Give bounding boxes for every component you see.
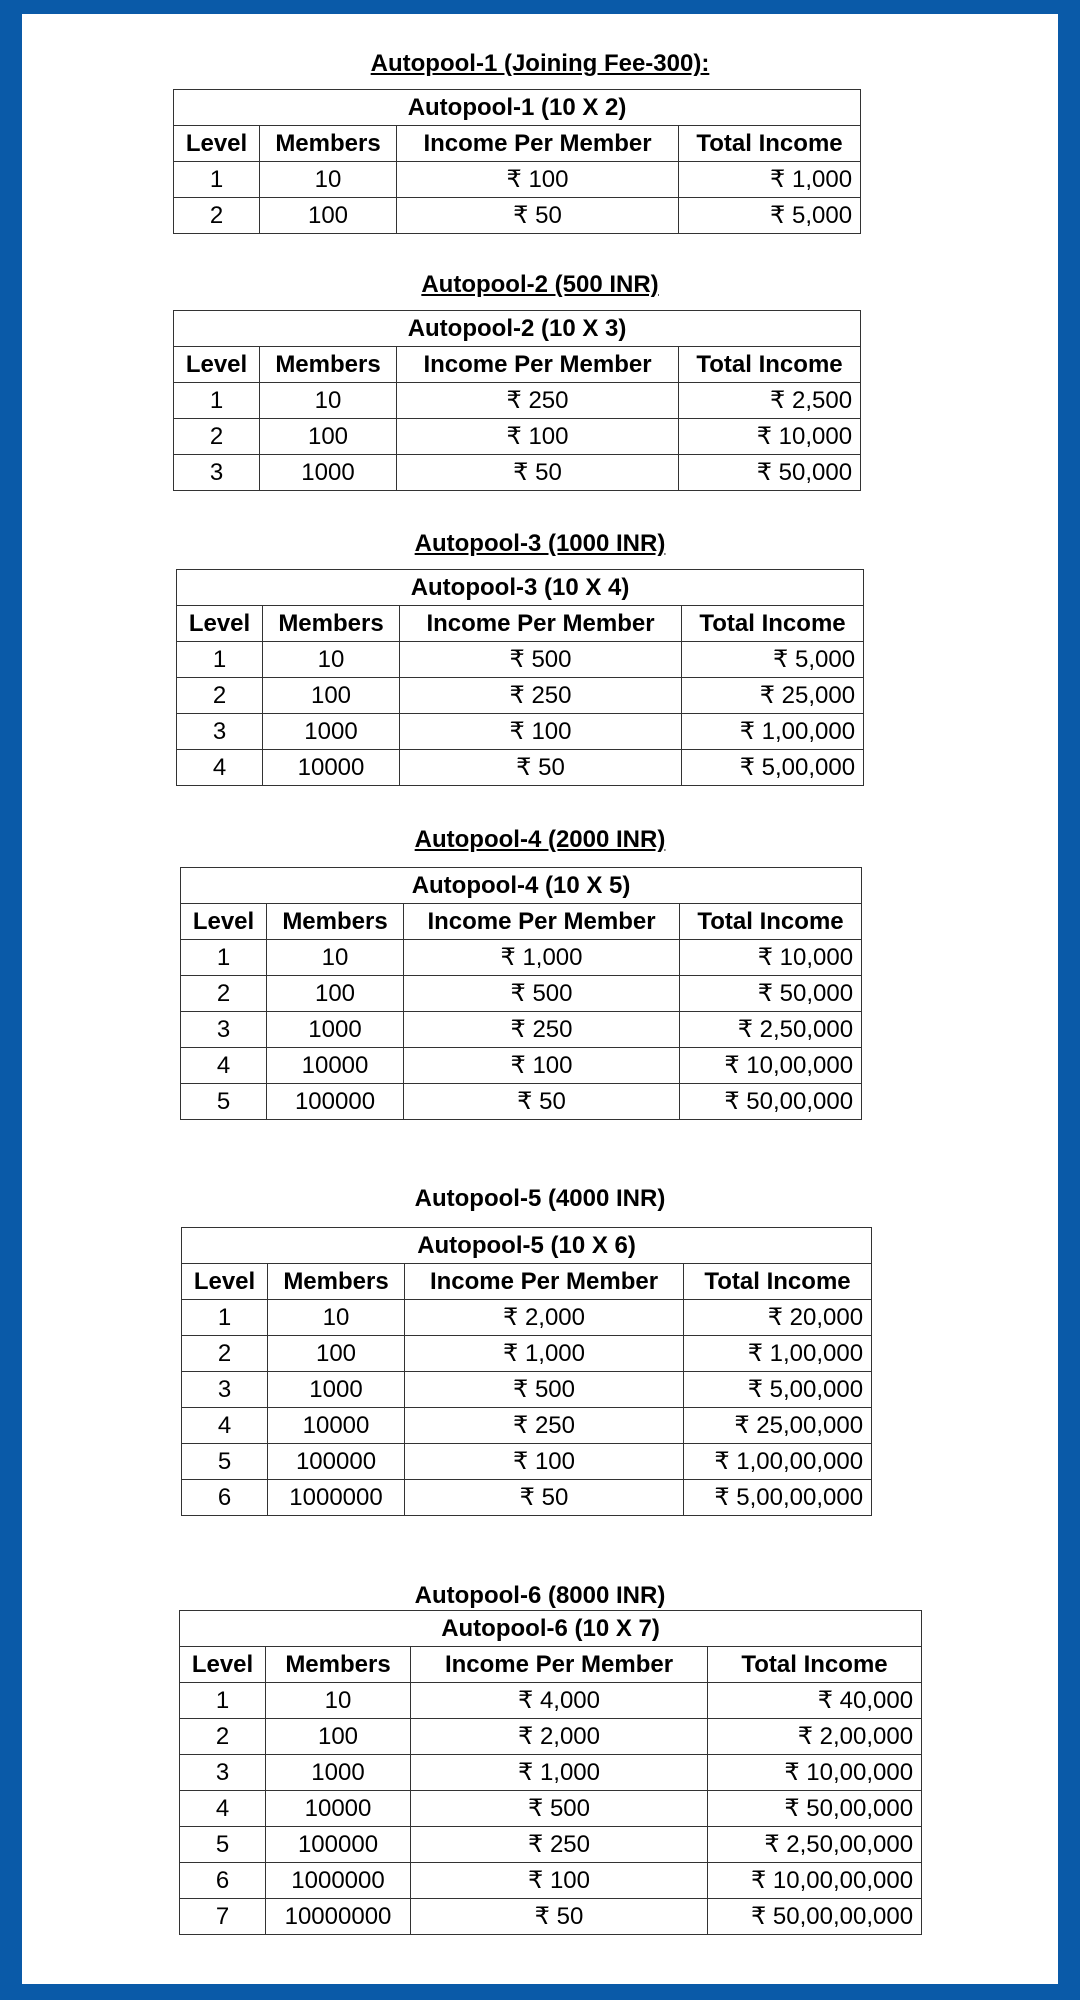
cell-level: 3: [181, 1012, 267, 1048]
cell-total-income: ₹ 50,00,000: [708, 1791, 922, 1827]
income-table: [181, 1227, 872, 1516]
cell-members: 10: [263, 642, 400, 678]
table-row: [177, 642, 864, 678]
pool-heading: Autopool-6 (8000 INR): [414, 1582, 666, 1609]
header-income-per-member: Income Per Member: [397, 126, 679, 162]
header-level: Level: [174, 126, 260, 162]
cell-income-per-member: ₹ 1,000: [411, 1755, 708, 1791]
cell-income-per-member: ₹ 250: [405, 1408, 684, 1444]
cell-income-per-member: ₹ 250: [411, 1827, 708, 1863]
table-row: [174, 198, 861, 234]
cell-income-per-member: ₹ 4,000: [411, 1683, 708, 1719]
cell-members: 10: [268, 1300, 405, 1336]
table-row: [180, 1827, 922, 1863]
cell-total-income: ₹ 1,00,000: [682, 714, 864, 750]
cell-level: 1: [181, 940, 267, 976]
cell-level: 1: [180, 1683, 266, 1719]
header-members: Members: [260, 126, 397, 162]
cell-level: 6: [182, 1480, 268, 1516]
cell-level: 3: [182, 1372, 268, 1408]
cell-income-per-member: ₹ 250: [400, 678, 682, 714]
table-caption: Autopool-5 (10 X 6): [182, 1228, 872, 1264]
cell-total-income: ₹ 50,000: [680, 976, 862, 1012]
income-table: [176, 569, 864, 786]
cell-members: 1000: [267, 1012, 404, 1048]
cell-members: 1000: [266, 1755, 411, 1791]
table-caption: Autopool-4 (10 X 5): [181, 868, 862, 904]
cell-total-income: ₹ 5,00,00,000: [684, 1480, 872, 1516]
cell-total-income: ₹ 5,000: [682, 642, 864, 678]
cell-income-per-member: ₹ 100: [404, 1048, 680, 1084]
header-total-income: Total Income: [679, 347, 861, 383]
pool-heading: Autopool-2 (500 INR): [421, 271, 659, 298]
cell-level: 5: [181, 1084, 267, 1120]
table-row: [181, 976, 862, 1012]
table-row: [181, 1084, 862, 1120]
cell-level: 2: [177, 678, 263, 714]
header-income-per-member: Income Per Member: [400, 606, 682, 642]
header-total-income: Total Income: [708, 1647, 922, 1683]
cell-income-per-member: ₹ 2,000: [411, 1719, 708, 1755]
cell-income-per-member: ₹ 100: [400, 714, 682, 750]
cell-members: 1000: [260, 455, 397, 491]
cell-level: 1: [174, 383, 260, 419]
cell-members: 100: [267, 976, 404, 1012]
header-income-per-member: Income Per Member: [397, 347, 679, 383]
cell-total-income: ₹ 1,00,000: [684, 1336, 872, 1372]
table-row: [174, 419, 861, 455]
header-members: Members: [268, 1264, 405, 1300]
cell-total-income: ₹ 1,000: [679, 162, 861, 198]
table-row: [182, 1444, 872, 1480]
table-row: [182, 1408, 872, 1444]
cell-level: 3: [180, 1755, 266, 1791]
table-row: [180, 1719, 922, 1755]
cell-members: 1000: [268, 1372, 405, 1408]
table-row: [182, 1336, 872, 1372]
cell-members: 100000: [267, 1084, 404, 1120]
pool-heading: Autopool-5 (4000 INR): [414, 1185, 666, 1212]
header-total-income: Total Income: [680, 904, 862, 940]
cell-total-income: ₹ 2,500: [679, 383, 861, 419]
cell-members: 100: [263, 678, 400, 714]
cell-level: 4: [180, 1791, 266, 1827]
table-row: [177, 750, 864, 786]
cell-total-income: ₹ 5,000: [679, 198, 861, 234]
cell-members: 10000: [266, 1791, 411, 1827]
cell-income-per-member: ₹ 500: [411, 1791, 708, 1827]
income-table: [179, 1610, 922, 1935]
cell-income-per-member: ₹ 1,000: [405, 1336, 684, 1372]
header-total-income: Total Income: [684, 1264, 872, 1300]
income-table: [180, 867, 862, 1120]
cell-total-income: ₹ 50,00,000: [680, 1084, 862, 1120]
cell-level: 4: [181, 1048, 267, 1084]
cell-level: 1: [174, 162, 260, 198]
table-row: [180, 1899, 922, 1935]
cell-level: 4: [182, 1408, 268, 1444]
cell-income-per-member: ₹ 500: [400, 642, 682, 678]
cell-income-per-member: ₹ 100: [411, 1863, 708, 1899]
cell-total-income: ₹ 2,00,000: [708, 1719, 922, 1755]
cell-members: 10000: [268, 1408, 405, 1444]
cell-level: 2: [174, 419, 260, 455]
cell-total-income: ₹ 1,00,00,000: [684, 1444, 872, 1480]
table-row: [180, 1755, 922, 1791]
table-caption: Autopool-2 (10 X 3): [174, 311, 861, 347]
cell-level: 5: [180, 1827, 266, 1863]
header-level: Level: [181, 904, 267, 940]
cell-level: 5: [182, 1444, 268, 1480]
cell-members: 10: [267, 940, 404, 976]
cell-members: 10: [260, 383, 397, 419]
table-row: [182, 1300, 872, 1336]
cell-total-income: ₹ 25,000: [682, 678, 864, 714]
cell-total-income: ₹ 2,50,000: [680, 1012, 862, 1048]
cell-total-income: ₹ 50,00,00,000: [708, 1899, 922, 1935]
table-row: [174, 455, 861, 491]
table-caption: Autopool-3 (10 X 4): [177, 570, 864, 606]
cell-total-income: ₹ 10,00,000: [680, 1048, 862, 1084]
cell-level: 7: [180, 1899, 266, 1935]
cell-income-per-member: ₹ 1,000: [404, 940, 680, 976]
cell-income-per-member: ₹ 50: [400, 750, 682, 786]
pool-heading: Autopool-3 (1000 INR): [414, 530, 666, 557]
table-row: [180, 1791, 922, 1827]
header-members: Members: [263, 606, 400, 642]
cell-members: 100: [260, 198, 397, 234]
table-row: [180, 1683, 922, 1719]
header-total-income: Total Income: [682, 606, 864, 642]
table-row: [182, 1480, 872, 1516]
header-income-per-member: Income Per Member: [404, 904, 680, 940]
cell-income-per-member: ₹ 250: [404, 1012, 680, 1048]
cell-members: 100: [268, 1336, 405, 1372]
cell-total-income: ₹ 10,000: [679, 419, 861, 455]
table-row: [177, 714, 864, 750]
cell-members: 10000: [267, 1048, 404, 1084]
header-level: Level: [182, 1264, 268, 1300]
cell-level: 2: [180, 1719, 266, 1755]
table-row: [181, 1048, 862, 1084]
cell-total-income: ₹ 50,000: [679, 455, 861, 491]
cell-income-per-member: ₹ 100: [397, 162, 679, 198]
cell-income-per-member: ₹ 50: [411, 1899, 708, 1935]
cell-total-income: ₹ 25,00,000: [684, 1408, 872, 1444]
cell-total-income: ₹ 10,00,00,000: [708, 1863, 922, 1899]
cell-members: 100000: [268, 1444, 405, 1480]
cell-members: 10000000: [266, 1899, 411, 1935]
header-level: Level: [174, 347, 260, 383]
cell-level: 1: [182, 1300, 268, 1336]
cell-level: 3: [177, 714, 263, 750]
cell-income-per-member: ₹ 100: [405, 1444, 684, 1480]
cell-income-per-member: ₹ 50: [404, 1084, 680, 1120]
document-page: [22, 14, 1058, 1984]
cell-income-per-member: ₹ 50: [397, 455, 679, 491]
table-row: [181, 940, 862, 976]
cell-income-per-member: ₹ 500: [405, 1372, 684, 1408]
table-row: [182, 1372, 872, 1408]
cell-income-per-member: ₹ 100: [397, 419, 679, 455]
cell-level: 2: [181, 976, 267, 1012]
pool-heading: Autopool-1 (Joining Fee-300):: [370, 50, 710, 77]
cell-members: 100000: [266, 1827, 411, 1863]
header-level: Level: [177, 606, 263, 642]
cell-members: 100: [266, 1719, 411, 1755]
cell-members: 10: [260, 162, 397, 198]
cell-level: 1: [177, 642, 263, 678]
header-income-per-member: Income Per Member: [405, 1264, 684, 1300]
cell-total-income: ₹ 5,00,000: [684, 1372, 872, 1408]
header-members: Members: [266, 1647, 411, 1683]
income-table: [173, 89, 861, 234]
table-caption: Autopool-6 (10 X 7): [180, 1611, 922, 1647]
table-row: [177, 678, 864, 714]
cell-total-income: ₹ 20,000: [684, 1300, 872, 1336]
cell-members: 1000000: [266, 1863, 411, 1899]
income-table: [173, 310, 861, 491]
table-row: [174, 162, 861, 198]
cell-members: 10000: [263, 750, 400, 786]
cell-members: 100: [260, 419, 397, 455]
cell-total-income: ₹ 5,00,000: [682, 750, 864, 786]
cell-members: 1000: [263, 714, 400, 750]
cell-income-per-member: ₹ 50: [397, 198, 679, 234]
header-total-income: Total Income: [679, 126, 861, 162]
cell-members: 10: [266, 1683, 411, 1719]
table-caption: Autopool-1 (10 X 2): [174, 90, 861, 126]
cell-income-per-member: ₹ 2,000: [405, 1300, 684, 1336]
cell-level: 2: [182, 1336, 268, 1372]
cell-level: 3: [174, 455, 260, 491]
cell-level: 6: [180, 1863, 266, 1899]
header-income-per-member: Income Per Member: [411, 1647, 708, 1683]
cell-total-income: ₹ 2,50,00,000: [708, 1827, 922, 1863]
header-members: Members: [267, 904, 404, 940]
cell-level: 4: [177, 750, 263, 786]
cell-total-income: ₹ 10,00,000: [708, 1755, 922, 1791]
cell-income-per-member: ₹ 500: [404, 976, 680, 1012]
cell-income-per-member: ₹ 50: [405, 1480, 684, 1516]
cell-total-income: ₹ 10,000: [680, 940, 862, 976]
cell-members: 1000000: [268, 1480, 405, 1516]
table-row: [174, 383, 861, 419]
header-level: Level: [180, 1647, 266, 1683]
pool-heading: Autopool-4 (2000 INR): [414, 826, 666, 853]
table-row: [180, 1863, 922, 1899]
header-members: Members: [260, 347, 397, 383]
cell-level: 2: [174, 198, 260, 234]
table-row: [181, 1012, 862, 1048]
cell-income-per-member: ₹ 250: [397, 383, 679, 419]
cell-total-income: ₹ 40,000: [708, 1683, 922, 1719]
